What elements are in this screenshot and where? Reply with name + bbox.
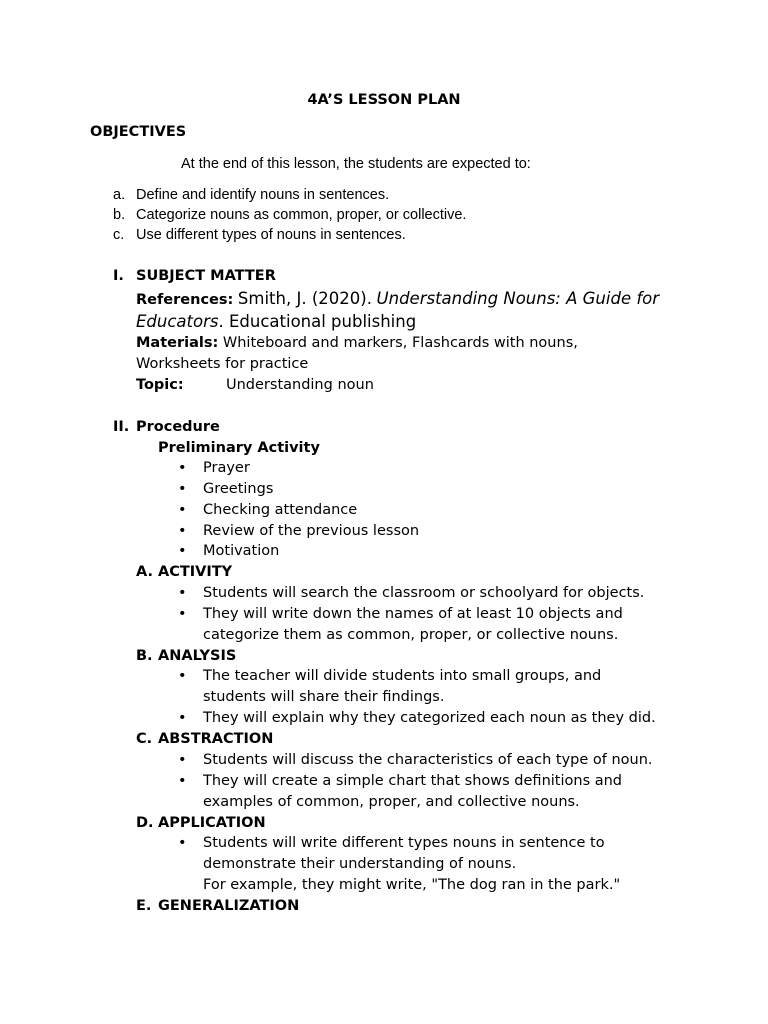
references-author: Smith, J. (2020).: [237, 289, 372, 308]
section-numeral: I.: [113, 268, 124, 284]
subsection-marker: E.: [136, 898, 152, 914]
generalization-heading: GENERALIZATION: [158, 898, 300, 914]
list-item: Students will discuss the characteristics of each type of noun.: [203, 752, 653, 768]
bullet-icon: •: [178, 752, 187, 768]
list-item-cont: examples of common, proper, and collective nouns.: [203, 794, 580, 810]
objective-item: Define and identify nouns in sentences.: [136, 187, 390, 203]
subsection-marker: C.: [136, 731, 153, 747]
list-item: Students will search the classroom or schoolyard for objects.: [203, 585, 645, 601]
list-item: They will write down the names of at least 10 objects and: [203, 606, 623, 622]
objective-item: Use different types of nouns in sentences.: [136, 227, 406, 243]
objective-marker: c.: [113, 227, 125, 243]
bullet-icon: •: [178, 773, 187, 789]
materials-value-cont: Worksheets for practice: [136, 356, 309, 372]
activity-heading: ACTIVITY: [158, 564, 233, 580]
bullet-icon: •: [178, 606, 187, 622]
analysis-heading: ANALYSIS: [158, 648, 237, 664]
list-item-cont: demonstrate their understanding of nouns.: [203, 856, 517, 872]
list-item: Prayer: [203, 460, 250, 476]
bullet-icon: •: [178, 460, 187, 476]
objective-marker: b.: [113, 207, 126, 223]
list-item-cont: students will share their findings.: [203, 689, 445, 705]
application-heading: APPLICATION: [158, 815, 266, 831]
subsection-marker: D.: [136, 815, 154, 831]
bullet-icon: •: [178, 543, 187, 559]
bullet-icon: •: [178, 502, 187, 518]
topic-value: Understanding noun: [226, 377, 374, 393]
list-item: Greetings: [203, 481, 274, 497]
subsection-marker: B.: [136, 648, 153, 664]
objectives-heading: OBJECTIVES: [90, 124, 187, 140]
references-label: References:: [136, 292, 234, 308]
objective-item: Categorize nouns as common, proper, or collective.: [136, 207, 467, 223]
objective-marker: a.: [113, 187, 126, 203]
list-item: The teacher will divide students into small groups, and: [203, 668, 602, 684]
abstraction-heading: ABSTRACTION: [158, 731, 274, 747]
section-numeral: II.: [113, 419, 130, 435]
bullet-icon: •: [178, 710, 187, 726]
subsection-marker: A.: [136, 564, 153, 580]
references-title: Understanding Nouns: A Guide for: [376, 289, 660, 308]
list-item: Motivation: [203, 543, 280, 559]
list-item-cont: categorize them as common, proper, or collective nouns.: [203, 627, 619, 643]
bullet-icon: •: [178, 835, 187, 851]
list-item: They will create a simple chart that shows definitions and: [203, 773, 623, 789]
bullet-icon: •: [178, 668, 187, 684]
preliminary-heading: Preliminary Activity: [158, 440, 320, 456]
references-line: [136, 289, 659, 308]
materials-value: Whiteboard and markers, Flashcards with nouns,: [222, 335, 578, 351]
references-line-2: [136, 312, 416, 331]
objectives-intro: At the end of this lesson, the students are expected to:: [181, 156, 531, 172]
page-title: 4A’S LESSON PLAN: [307, 92, 461, 108]
list-item: Checking attendance: [203, 502, 358, 518]
bullet-icon: •: [178, 585, 187, 601]
materials-label: Materials:: [136, 335, 219, 351]
list-item: They will explain why they categorized each noun as they did.: [203, 710, 656, 726]
list-item-cont: For example, they might write, "The dog ran in the park.": [203, 877, 621, 893]
bullet-icon: •: [178, 481, 187, 497]
bullet-icon: •: [178, 523, 187, 539]
procedure-heading: Procedure: [136, 419, 220, 435]
materials-line: [136, 335, 578, 351]
references-publisher: . Educational publishing: [218, 312, 417, 331]
list-item: Students will write different types nouns in sentence to: [203, 835, 605, 851]
references-title-cont: Educators: [136, 312, 219, 331]
list-item: Review of the previous lesson: [203, 523, 420, 539]
subject-matter-heading: SUBJECT MATTER: [136, 268, 276, 284]
topic-label: Topic:: [136, 377, 184, 393]
